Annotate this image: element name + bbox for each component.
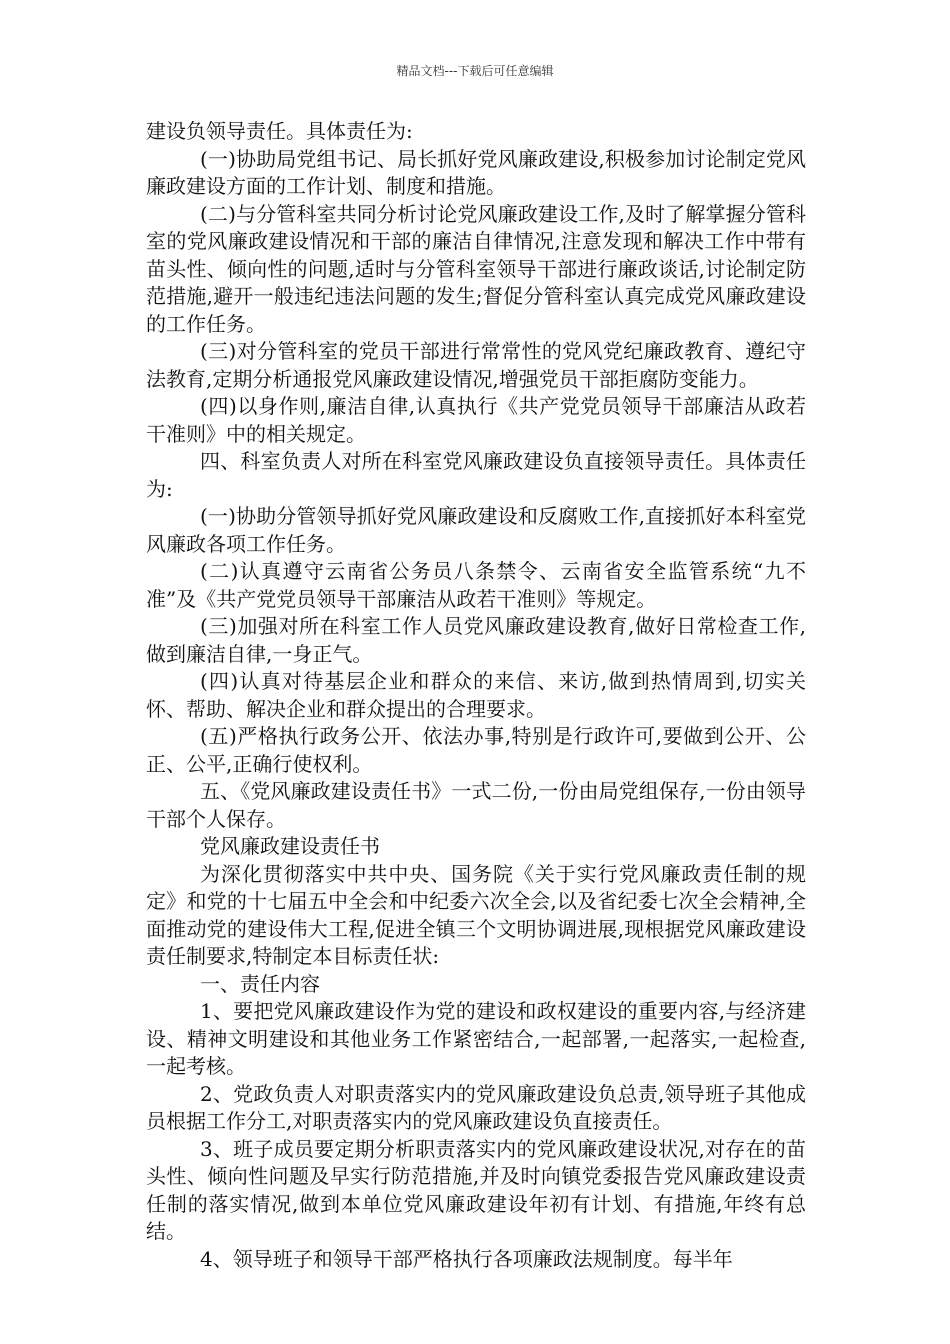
- paragraph: (四)认真对待基层企业和群众的来信、来访,做到热情周到,切实关怀、帮助、解决企业和群众提出的合理要求。: [146, 669, 806, 721]
- paragraph: 4、领导班子和领导干部严格执行各项廉政法规制度。每半年: [200, 1246, 733, 1271]
- paragraph: (四)以身作则,廉洁自律,认真执行《共产党党员领导干部廉洁从政若干准则》中的相关规定。: [146, 394, 806, 446]
- document-body: [146, 118, 806, 1273]
- paragraph: 3、班子成员要定期分析职责落实内的党风廉政建设状况,对存在的苗头性、倾向性问题及早实行防范措施,并及时向镇党委报告党风廉政建设责任制的落实情况,做到本单位党风廉政建设年初有计划、有措施,年终有总结。: [146, 1136, 806, 1243]
- paragraph: (五)严格执行政务公开、依法办事,特别是行政许可,要做到公开、公正、公平,正确行使权利。: [146, 724, 806, 776]
- paragraph: (三)对分管科室的党员干部进行常常性的党风党纪廉政教育、遵纪守法教育,定期分析通报党风廉政建设情况,增强党员干部拒腐防变能力。: [146, 339, 806, 391]
- paragraph: (三)加强对所在科室工作人员党风廉政建设教育,做好日常检查工作,做到廉洁自律,一身正气。: [146, 614, 806, 666]
- paragraph: (二)认真遵守云南省公务员八条禁令、云南省安全监管系统“九不准”及《共产党党员领导干部廉洁从政若干准则》等规定。: [146, 559, 806, 611]
- paragraph: (一)协助分管领导抓好党风廉政建设和反腐败工作,直接抓好本科室党风廉政各项工作任务。: [146, 504, 806, 556]
- paragraph: 2、党政负责人对职责落实内的党风廉政建设负总责,领导班子其他成员根据工作分工,对职责落实内的党风廉政建设负直接责任。: [146, 1081, 806, 1133]
- paragraph: (二)与分管科室共同分析讨论党风廉政建设工作,及时了解掌握分管科室的党风廉政建设情况和干部的廉洁自律情况,注意发现和解决工作中带有苗头性、倾向性的问题,适时与分管科室领导干部进行廉政谈话,讨论制定防范措施,避开一般违纪违法问题的发生;督促分管科室认真完成党风廉政建设的工作任务。: [146, 201, 806, 336]
- paragraph: 1、要把党风廉政建设作为党的建设和政权建设的重要内容,与经济建设、精神文明建设和其他业务工作紧密结合,一起部署,一起落实,一起检查,一起考核。: [146, 999, 806, 1078]
- section-heading: 一、责任内容: [200, 971, 320, 996]
- paragraph: 为深化贯彻落实中共中央、国务院《关于实行党风廉政责任制的规定》和党的十七届五中全会和中纪委六次全会,以及省纪委七次全会精神,全面推动党的建设伟大工程,促进全镇三个文明协调进展,现根据党风廉政建设责任制要求,特制定本目标责任状:: [146, 861, 806, 968]
- paragraph: 四、科室负责人对所在科室党风廉政建设负直接领导责任。具体责任为:: [146, 449, 806, 501]
- paragraph: 五、《党风廉政建设责任书》一式二份,一份由局党组保存,一份由领导干部个人保存。: [146, 779, 806, 831]
- section-title: 党风廉政建设责任书: [200, 834, 380, 858]
- paragraph: (一)协助局党组书记、局长抓好党风廉政建设,积极参加讨论制定党风廉政建设方面的工作计划、制度和措施。: [146, 146, 806, 198]
- page-header: 精品文档---下载后可任意编辑: [396, 64, 554, 78]
- paragraph: 建设负领导责任。具体责任为:: [146, 119, 413, 143]
